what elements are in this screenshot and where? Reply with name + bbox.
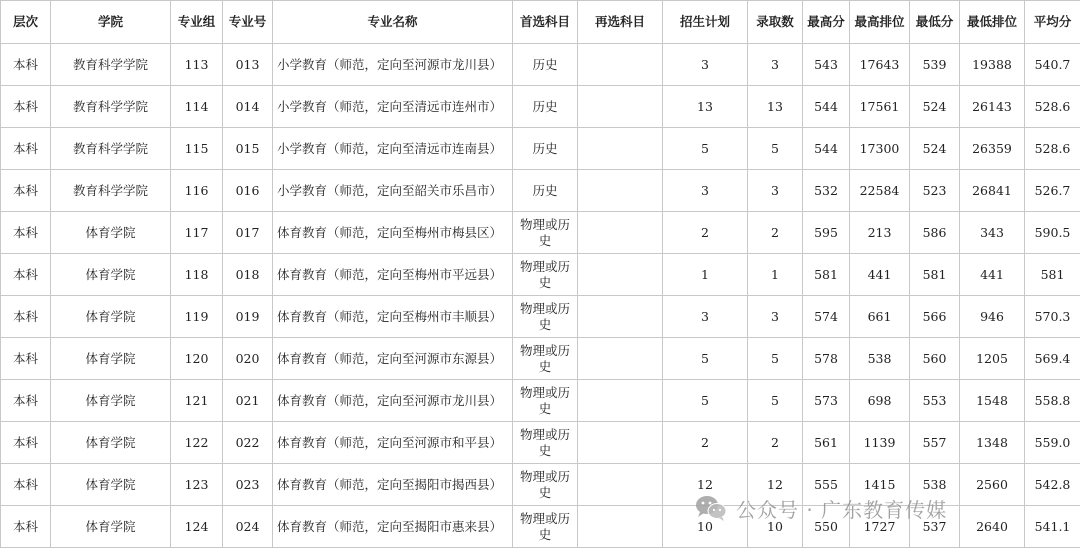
table-cell: 573 [803, 380, 850, 422]
table-cell: 1727 [850, 506, 910, 548]
table-cell: 528.6 [1025, 128, 1080, 170]
table-cell: 595 [803, 212, 850, 254]
table-cell [578, 86, 663, 128]
table-cell: 528.6 [1025, 86, 1080, 128]
table-cell: 物理或历史 [513, 422, 578, 464]
table-cell: 550 [803, 506, 850, 548]
table-cell: 本科 [1, 380, 51, 422]
table-cell: 2 [748, 422, 803, 464]
table-cell [578, 170, 663, 212]
table-cell: 586 [910, 212, 960, 254]
table-cell: 2 [748, 212, 803, 254]
table-cell: 3 [663, 170, 748, 212]
table-cell: 3 [748, 296, 803, 338]
table-row [1, 128, 1080, 170]
table-cell: 5 [748, 338, 803, 380]
table-row [1, 296, 1080, 338]
table-cell: 体育教育（师范，定向至揭阳市揭西县） [273, 464, 513, 506]
table-cell: 016 [223, 170, 273, 212]
table-cell: 体育教育（师范，定向至河源市和平县） [273, 422, 513, 464]
table-cell: 113 [171, 44, 223, 86]
table-cell: 13 [663, 86, 748, 128]
table-cell: 015 [223, 128, 273, 170]
table-cell: 本科 [1, 128, 51, 170]
table-cell: 540.7 [1025, 44, 1080, 86]
table-cell [578, 44, 663, 86]
table-row [1, 170, 1080, 212]
table-cell: 524 [910, 86, 960, 128]
table-cell: 10 [663, 506, 748, 548]
table-cell: 物理或历史 [513, 296, 578, 338]
column-header: 最高排位 [850, 1, 910, 44]
table-cell: 体育教育（师范，定向至梅州市丰顺县） [273, 296, 513, 338]
table-cell: 3 [748, 170, 803, 212]
table-cell: 590.5 [1025, 212, 1080, 254]
table-cell: 561 [803, 422, 850, 464]
column-header: 最低排位 [960, 1, 1025, 44]
header-row [1, 1, 1080, 44]
column-header: 首选科目 [513, 1, 578, 44]
column-header: 最低分 [910, 1, 960, 44]
wechat-icon [694, 494, 728, 522]
table-cell: 523 [910, 170, 960, 212]
table-row [1, 422, 1080, 464]
table-cell: 581 [1025, 254, 1080, 296]
table-cell: 698 [850, 380, 910, 422]
table-body [1, 44, 1080, 548]
table-cell: 022 [223, 422, 273, 464]
table-cell: 5 [663, 380, 748, 422]
table-cell: 1 [748, 254, 803, 296]
table-cell: 历史 [513, 128, 578, 170]
table-cell: 119 [171, 296, 223, 338]
table-cell: 物理或历史 [513, 254, 578, 296]
table-cell: 013 [223, 44, 273, 86]
column-header: 招生计划 [663, 1, 748, 44]
table-cell [578, 338, 663, 380]
table-cell: 2560 [960, 464, 1025, 506]
table-cell: 2640 [960, 506, 1025, 548]
table-cell: 123 [171, 464, 223, 506]
table-cell: 538 [850, 338, 910, 380]
table-cell: 本科 [1, 464, 51, 506]
table-cell: 441 [850, 254, 910, 296]
table-cell: 历史 [513, 44, 578, 86]
table-cell: 2 [663, 212, 748, 254]
table-cell: 115 [171, 128, 223, 170]
table-cell: 661 [850, 296, 910, 338]
table-cell: 本科 [1, 170, 51, 212]
table-cell: 024 [223, 506, 273, 548]
table-row [1, 212, 1080, 254]
table-cell: 544 [803, 128, 850, 170]
table-cell: 538 [910, 464, 960, 506]
table-cell: 12 [748, 464, 803, 506]
column-header: 专业名称 [273, 1, 513, 44]
table-cell: 26143 [960, 86, 1025, 128]
table-cell: 26359 [960, 128, 1025, 170]
table-cell: 524 [910, 128, 960, 170]
table-cell: 3 [663, 296, 748, 338]
table-cell: 019 [223, 296, 273, 338]
table-cell: 历史 [513, 170, 578, 212]
table-cell: 物理或历史 [513, 380, 578, 422]
table-cell: 1139 [850, 422, 910, 464]
table-cell: 3 [663, 44, 748, 86]
table-cell: 物理或历史 [513, 506, 578, 548]
table-cell: 小学教育（师范，定向至韶关市乐昌市） [273, 170, 513, 212]
column-header: 学院 [51, 1, 171, 44]
table-row [1, 254, 1080, 296]
table-cell [578, 254, 663, 296]
table-cell [578, 380, 663, 422]
table-cell: 本科 [1, 44, 51, 86]
table-cell: 1 [663, 254, 748, 296]
table-cell: 542.8 [1025, 464, 1080, 506]
table-cell: 014 [223, 86, 273, 128]
table-cell [578, 128, 663, 170]
table-cell: 541.1 [1025, 506, 1080, 548]
table-cell: 570.3 [1025, 296, 1080, 338]
column-header: 专业号 [223, 1, 273, 44]
table-cell [578, 296, 663, 338]
table-cell: 本科 [1, 86, 51, 128]
watermark [694, 493, 947, 523]
table-cell: 557 [910, 422, 960, 464]
table-cell: 5 [748, 128, 803, 170]
table-cell: 544 [803, 86, 850, 128]
table-cell: 343 [960, 212, 1025, 254]
table-cell: 体育教育（师范，定向至梅州市梅县区） [273, 212, 513, 254]
table-cell: 017 [223, 212, 273, 254]
table-cell: 物理或历史 [513, 338, 578, 380]
table-cell: 17300 [850, 128, 910, 170]
table-cell: 441 [960, 254, 1025, 296]
table-cell: 114 [171, 86, 223, 128]
table-cell: 教育科学学院 [51, 86, 171, 128]
table-cell: 体育学院 [51, 212, 171, 254]
table-cell: 17643 [850, 44, 910, 86]
table-row [1, 44, 1080, 86]
table-cell: 566 [910, 296, 960, 338]
table-cell [578, 422, 663, 464]
table-cell: 526.7 [1025, 170, 1080, 212]
table-cell: 120 [171, 338, 223, 380]
table-cell: 020 [223, 338, 273, 380]
table-cell: 体育学院 [51, 338, 171, 380]
table-cell: 558.8 [1025, 380, 1080, 422]
table-cell: 1205 [960, 338, 1025, 380]
table-cell: 581 [910, 254, 960, 296]
table-cell: 小学教育（师范，定向至清远市连南县） [273, 128, 513, 170]
table-cell: 021 [223, 380, 273, 422]
table-cell: 018 [223, 254, 273, 296]
table-cell: 体育学院 [51, 422, 171, 464]
table-cell: 体育教育（师范，定向至河源市龙川县） [273, 380, 513, 422]
table-cell: 体育学院 [51, 380, 171, 422]
table-cell: 023 [223, 464, 273, 506]
column-header: 平均分 [1025, 1, 1080, 44]
table-cell: 本科 [1, 422, 51, 464]
column-header: 层次 [1, 1, 51, 44]
table-cell: 10 [748, 506, 803, 548]
table-cell: 26841 [960, 170, 1025, 212]
table-cell: 1348 [960, 422, 1025, 464]
table-cell: 555 [803, 464, 850, 506]
column-header: 专业组 [171, 1, 223, 44]
table-cell: 本科 [1, 296, 51, 338]
table-cell: 124 [171, 506, 223, 548]
table-cell: 3 [748, 44, 803, 86]
table-cell: 122 [171, 422, 223, 464]
table-cell: 559.0 [1025, 422, 1080, 464]
table-cell: 体育学院 [51, 296, 171, 338]
table-cell: 小学教育（师范，定向至河源市龙川县） [273, 44, 513, 86]
table-cell: 本科 [1, 254, 51, 296]
table-cell: 121 [171, 380, 223, 422]
table-cell: 116 [171, 170, 223, 212]
table-cell: 体育教育（师范，定向至揭阳市惠来县） [273, 506, 513, 548]
table-cell: 13 [748, 86, 803, 128]
column-header: 录取数 [748, 1, 803, 44]
table-cell: 体育学院 [51, 506, 171, 548]
table-cell: 213 [850, 212, 910, 254]
column-header: 再选科目 [578, 1, 663, 44]
table-cell: 537 [910, 506, 960, 548]
table-cell: 1415 [850, 464, 910, 506]
table-cell: 教育科学学院 [51, 44, 171, 86]
table-cell: 532 [803, 170, 850, 212]
table-cell: 1548 [960, 380, 1025, 422]
table-cell: 118 [171, 254, 223, 296]
table-cell: 历史 [513, 86, 578, 128]
table-cell: 物理或历史 [513, 212, 578, 254]
watermark-text: 公众号 · 广东教育传媒 [736, 497, 948, 522]
table-cell [578, 506, 663, 548]
table-row [1, 338, 1080, 380]
table-cell: 560 [910, 338, 960, 380]
table-cell: 体育教育（师范，定向至河源市东源县） [273, 338, 513, 380]
table-cell: 教育科学学院 [51, 170, 171, 212]
table-row [1, 86, 1080, 128]
table-cell: 946 [960, 296, 1025, 338]
table-cell: 574 [803, 296, 850, 338]
table-cell: 物理或历史 [513, 464, 578, 506]
table-cell: 5 [748, 380, 803, 422]
table-cell: 2 [663, 422, 748, 464]
table-cell: 本科 [1, 212, 51, 254]
table-cell: 539 [910, 44, 960, 86]
table-row [1, 380, 1080, 422]
table-cell: 17561 [850, 86, 910, 128]
table-cell: 教育科学学院 [51, 128, 171, 170]
table-cell: 117 [171, 212, 223, 254]
table-cell: 12 [663, 464, 748, 506]
table-cell: 569.4 [1025, 338, 1080, 380]
table-cell: 本科 [1, 338, 51, 380]
table-cell: 543 [803, 44, 850, 86]
table-cell: 体育教育（师范，定向至梅州市平远县） [273, 254, 513, 296]
table-cell: 19388 [960, 44, 1025, 86]
table-cell: 本科 [1, 506, 51, 548]
table-cell: 553 [910, 380, 960, 422]
table-cell: 5 [663, 338, 748, 380]
table-cell: 578 [803, 338, 850, 380]
table-cell [578, 212, 663, 254]
table-cell: 体育学院 [51, 464, 171, 506]
table-cell: 小学教育（师范，定向至清远市连州市） [273, 86, 513, 128]
column-header: 最高分 [803, 1, 850, 44]
table-cell: 22584 [850, 170, 910, 212]
table-cell: 581 [803, 254, 850, 296]
table-cell [578, 464, 663, 506]
table-cell: 5 [663, 128, 748, 170]
table-cell: 体育学院 [51, 254, 171, 296]
